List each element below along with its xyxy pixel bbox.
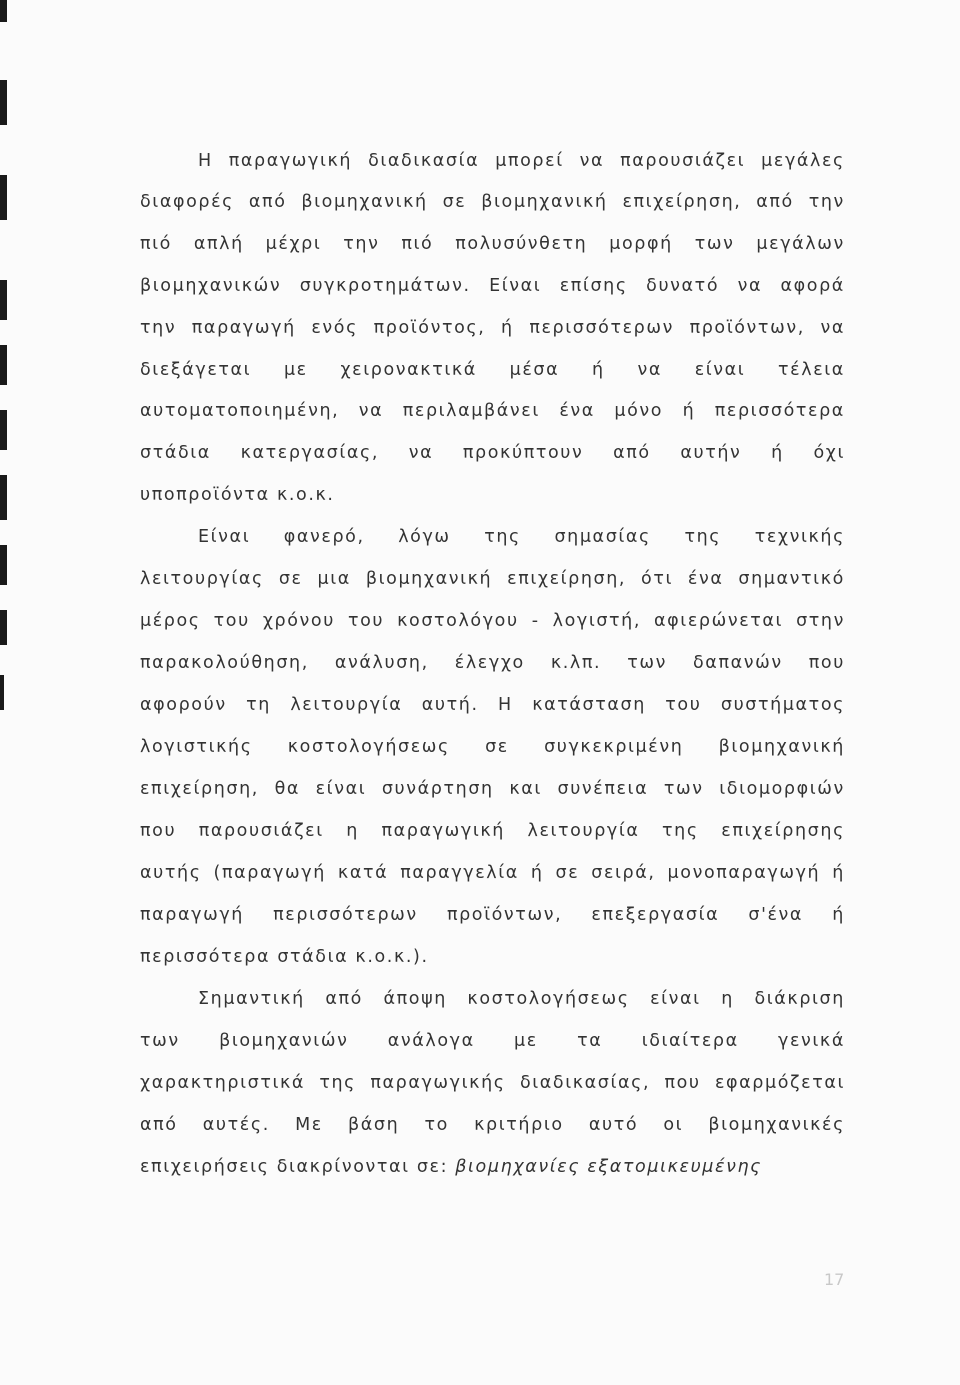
word: όχι: [813, 443, 845, 463]
word: παραγωγή: [140, 905, 244, 925]
word: από: [140, 1115, 178, 1135]
text-line: [140, 653, 845, 673]
word: αυτής: [140, 863, 202, 883]
word: παρακολούθηση,: [140, 653, 309, 673]
word: χαρακτηριστικά: [140, 1073, 306, 1093]
word: τεχνικής: [754, 527, 845, 547]
word: ή: [501, 318, 514, 338]
word: ένα: [687, 569, 724, 589]
word: να: [579, 151, 605, 171]
word: την: [140, 318, 177, 338]
word: επιχείρησης: [721, 821, 845, 841]
word: κατάσταση: [532, 695, 646, 715]
word: συνέπεια: [557, 779, 649, 799]
word: οι: [663, 1115, 684, 1135]
word: μπορεί: [495, 151, 564, 171]
word: Η: [198, 151, 213, 171]
word: μέσα: [509, 360, 560, 380]
word: βιομηχανική: [718, 737, 845, 757]
word: είναι: [650, 989, 701, 1009]
text-line: [140, 1031, 845, 1051]
word: παραγωγική: [381, 821, 505, 841]
word: παραγωγικής: [370, 1073, 506, 1093]
word: μεγάλες: [761, 151, 845, 171]
text-line: [140, 443, 845, 463]
word: ότι: [641, 569, 673, 589]
word: διαδικασίας,: [519, 1073, 651, 1093]
text-line: [140, 234, 845, 254]
word: κ.λπ.: [550, 653, 602, 673]
word: Είναι: [198, 527, 251, 547]
text-line: [140, 569, 845, 589]
word: κατά: [337, 863, 389, 883]
scan-edge-mark: [0, 345, 7, 385]
word: περιλαμβάνει: [402, 401, 540, 421]
word: Σημαντική: [198, 989, 305, 1009]
word: ή: [530, 863, 544, 883]
word: παραγωγή: [191, 318, 296, 338]
word: ή: [682, 401, 696, 421]
word: βιομηχανική: [301, 192, 428, 212]
text-line: [140, 695, 845, 715]
word: κοστολογήσεως: [467, 989, 630, 1009]
text-line-prefix: επιχειρήσεις διακρίνονται σε:: [140, 1157, 456, 1177]
text-line-last: [140, 1157, 845, 1177]
word: του: [213, 611, 250, 631]
word: αυτό: [588, 1115, 639, 1135]
word: επιχείρηση,: [622, 192, 742, 212]
word: ή: [592, 360, 605, 380]
word: με: [283, 360, 308, 380]
word: στάδια: [140, 443, 211, 463]
text-line: [198, 151, 845, 171]
word: της: [484, 527, 521, 547]
word: να: [358, 401, 384, 421]
word: σ'ένα: [748, 905, 804, 925]
word: Με: [295, 1115, 323, 1135]
word: σειρά,: [591, 863, 656, 883]
word: των: [140, 1031, 180, 1051]
word: περισσότερων: [529, 318, 674, 338]
word: ανάλυση,: [334, 653, 429, 673]
word: προϊόντος,: [373, 318, 486, 338]
word: ένα: [559, 401, 595, 421]
word: παραγγελία: [400, 863, 519, 883]
word: να: [637, 360, 662, 380]
word: προϊόντων,: [446, 905, 563, 925]
word: επιχείρηση,: [507, 569, 627, 589]
scan-edge-mark: [0, 0, 7, 22]
scan-edge-mark: [0, 475, 7, 520]
word: των: [663, 779, 704, 799]
word: βιομηχανική: [365, 569, 493, 589]
word: την: [808, 192, 845, 212]
word: μόνο: [614, 401, 664, 421]
text-line: [140, 192, 845, 212]
word: φανερό,: [283, 527, 365, 547]
word: της: [319, 1073, 357, 1093]
word: από: [325, 989, 363, 1009]
word: (παραγωγή: [213, 863, 326, 883]
text-line: [140, 276, 845, 296]
word: η: [721, 989, 734, 1009]
word: λογιστικής: [140, 737, 253, 757]
text-line: [140, 863, 845, 883]
word: αφορά: [780, 276, 845, 296]
word: παραγωγική: [228, 151, 353, 171]
word: ή: [832, 905, 845, 925]
text-line: [140, 821, 845, 841]
word: κοστολογήσεως: [287, 737, 450, 757]
word: αυτήν: [680, 443, 742, 463]
word: συνάρτηση: [381, 779, 494, 799]
scan-edge-mark: [0, 80, 7, 125]
word: σε: [442, 192, 467, 212]
text-line: [140, 905, 845, 925]
word: από: [613, 443, 651, 463]
text-line: υποπροϊόντα κ.ο.κ.: [140, 485, 335, 505]
word: διάκριση: [754, 989, 845, 1009]
word: προκύπτουν: [462, 443, 584, 463]
word: μονοπαραγωγή: [667, 863, 821, 883]
word: ανάλογα: [387, 1031, 475, 1051]
word: μια: [317, 569, 351, 589]
word: μεγάλων: [756, 234, 845, 254]
word: σε: [555, 863, 580, 883]
word: λογιστή,: [552, 611, 642, 631]
word: συστήματος: [720, 695, 845, 715]
word: βιομηχανικές: [708, 1115, 845, 1135]
word: που: [808, 653, 845, 673]
word: επιχείρηση,: [140, 779, 259, 799]
word: έλεγχο: [454, 653, 525, 673]
word: λειτουργίας: [140, 569, 264, 589]
word: Η: [498, 695, 513, 715]
word: την: [343, 234, 380, 254]
word: από: [248, 192, 287, 212]
word: που: [140, 821, 177, 841]
word: του: [347, 611, 385, 631]
word: ενός: [311, 318, 358, 338]
word: στην: [796, 611, 845, 631]
word: αφιερώνεται: [654, 611, 784, 631]
word: της: [662, 821, 699, 841]
word: λειτουργία: [290, 695, 403, 715]
word: από: [756, 192, 794, 212]
word: είναι: [694, 360, 746, 380]
word: που: [664, 1073, 701, 1093]
word: του: [665, 695, 702, 715]
word: βιομηχανική: [481, 192, 608, 212]
word: εφαρμόζεται: [714, 1073, 845, 1093]
word: τέλεια: [778, 360, 845, 380]
text-line: [140, 611, 845, 631]
word: διαφορές: [140, 192, 235, 212]
word: αυτή.: [421, 695, 479, 715]
word: σε: [278, 569, 303, 589]
text-line: [140, 1115, 845, 1135]
word: παρουσιάζει: [198, 821, 324, 841]
word: ιδιαίτερα: [641, 1031, 739, 1051]
word: και: [509, 779, 542, 799]
word: χειρονακτικά: [340, 360, 477, 380]
text-line: περισσότερα στάδια κ.ο.κ.).: [140, 947, 429, 967]
word: επεξεργασία: [591, 905, 720, 925]
word: των: [627, 653, 667, 673]
text-line: [140, 779, 845, 799]
word: αυτοματοποιημένη,: [140, 401, 340, 421]
word: να: [408, 443, 434, 463]
scan-edge-mark: [0, 610, 7, 645]
word: τη: [246, 695, 271, 715]
text-line: [140, 360, 845, 380]
word: προϊόντων,: [689, 318, 805, 338]
scan-edge-mark: [0, 675, 4, 710]
word: λειτουργία: [527, 821, 640, 841]
word: δαπανών: [693, 653, 783, 673]
word: συγκροτημάτων.: [299, 276, 471, 296]
word: χρόνου: [262, 611, 335, 631]
word: κοστολόγου: [397, 611, 519, 631]
word: της: [684, 527, 722, 547]
page-number: 17: [824, 1270, 845, 1289]
scan-edge-mark: [0, 410, 7, 450]
word: ή: [832, 863, 845, 883]
word: των: [694, 234, 735, 254]
italic-term: βιομηχανίες εξατομικευμένης: [455, 1157, 763, 1177]
word: λόγω: [398, 527, 451, 547]
word: απλή: [193, 234, 244, 254]
word: με: [514, 1031, 538, 1051]
word: πιό: [140, 234, 172, 254]
word: βιομηχανικών: [140, 276, 282, 296]
word: περισσότερων: [273, 905, 418, 925]
text-line: [198, 527, 845, 547]
word: πιό: [401, 234, 434, 254]
word: κατεργασίας,: [240, 443, 380, 463]
word: είναι: [315, 779, 367, 799]
word: γενικά: [778, 1031, 845, 1051]
word: ή: [771, 443, 784, 463]
word: σημασίας: [554, 527, 651, 547]
text-line: [140, 401, 845, 421]
word: η: [346, 821, 359, 841]
scan-edge-mark: [0, 545, 7, 585]
word: δυνατό: [646, 276, 720, 296]
word: να: [820, 318, 845, 338]
text-line: [140, 318, 845, 338]
word: τα: [577, 1031, 603, 1051]
scan-edge-mark: [0, 175, 7, 220]
word: μέρος: [140, 611, 201, 631]
word: σε: [485, 737, 509, 757]
word: κριτήριο: [474, 1115, 564, 1135]
word: συγκεκριμένη: [544, 737, 684, 757]
word: -: [531, 611, 540, 631]
word: σημαντικό: [738, 569, 845, 589]
word: μέχρι: [265, 234, 322, 254]
word: πολυσύνθετη: [455, 234, 588, 254]
word: επίσης: [559, 276, 628, 296]
word: Είναι: [489, 276, 542, 296]
word: διεξάγεται: [140, 360, 252, 380]
word: παρουσιάζει: [620, 151, 746, 171]
word: μορφή: [609, 234, 673, 254]
word: αυτές.: [202, 1115, 270, 1135]
scan-edge-mark: [0, 280, 7, 320]
word: αφορούν: [140, 695, 227, 715]
word: διαδικασία: [368, 151, 480, 171]
word: θα: [274, 779, 301, 799]
text-line: [198, 989, 845, 1009]
word: βάση: [348, 1115, 400, 1135]
word: να: [737, 276, 763, 296]
word: το: [424, 1115, 449, 1135]
word: βιομηχανιών: [219, 1031, 349, 1051]
text-line: [140, 737, 845, 757]
word: ιδιομορφιών: [719, 779, 845, 799]
text-line: [140, 1073, 845, 1093]
word: περισσότερα: [714, 401, 845, 421]
word: άποψη: [383, 989, 447, 1009]
